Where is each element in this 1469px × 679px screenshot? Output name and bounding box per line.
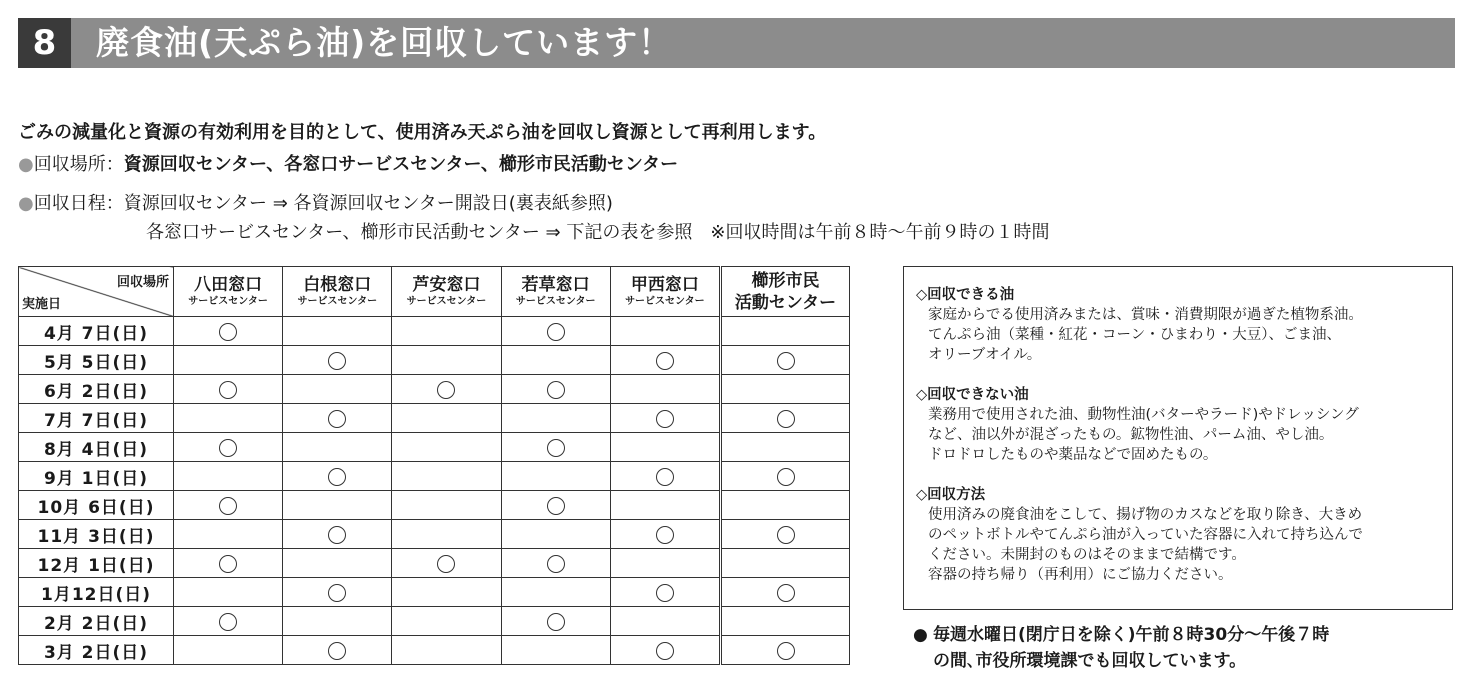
note-line-2: の間､市役所環境課でも回収しています。 [933, 651, 1247, 671]
schedule-cell [283, 549, 392, 578]
schedule-cell [283, 607, 392, 636]
schedule-cell [610, 404, 719, 433]
collection-schedule-table [18, 266, 720, 665]
schedule-cell [722, 346, 850, 375]
circle-mark-icon [656, 642, 674, 660]
circle-mark-icon [219, 497, 237, 515]
schedule-cell [174, 462, 283, 491]
schedule-cell [610, 607, 719, 636]
schedule-cell [610, 375, 719, 404]
table-row [19, 433, 720, 462]
table-row [19, 491, 720, 520]
date-cell: 4月 7日(日) [19, 317, 174, 346]
collection-method-section [916, 485, 1363, 585]
table-row [19, 607, 720, 636]
date-cell: 5月 5日(日) [19, 346, 174, 375]
intro-text: ごみの減量化と資源の有効利用を目的として、使用済み天ぷら油を回収し資源として再利用します。 [18, 122, 827, 143]
circle-mark-icon [656, 410, 674, 428]
table-row [19, 578, 720, 607]
table-row [19, 549, 720, 578]
circle-mark-icon [777, 468, 795, 486]
schedule-cell [722, 636, 850, 665]
schedule-cell [392, 433, 501, 462]
schedule-cell [722, 607, 850, 636]
schedule-cell [610, 317, 719, 346]
circle-mark-icon [437, 381, 455, 399]
date-cell: 11月 3日(日) [19, 520, 174, 549]
schedule-cell [610, 520, 719, 549]
schedule-cell [392, 404, 501, 433]
schedule-cell [610, 549, 719, 578]
circle-mark-icon [656, 352, 674, 370]
schedule-cell [283, 404, 392, 433]
schedule-cell [501, 317, 610, 346]
section-line: など、油以外が混ざったもの。鉱物性油、パーム油、やし油。 [928, 427, 1334, 443]
section-title: ◇回収方法 [916, 487, 986, 503]
circle-mark-icon [547, 555, 565, 573]
schedule-cell [392, 317, 501, 346]
column-header-hatta: 八田窓口 サービスセンター [174, 267, 283, 317]
schedule-cell [174, 578, 283, 607]
schedule-cell [283, 520, 392, 549]
circle-mark-icon [328, 584, 346, 602]
circle-mark-icon [777, 526, 795, 544]
schedule-cell [392, 491, 501, 520]
schedule-cell [283, 636, 392, 665]
schedule-cell [174, 375, 283, 404]
section-number: 8 [18, 18, 71, 68]
table-row [19, 346, 720, 375]
circle-mark-icon [219, 555, 237, 573]
bullet-icon: ● [18, 193, 34, 214]
date-cell: 9月 1日(日) [19, 462, 174, 491]
schedule-cell [722, 578, 850, 607]
column-header-kushigata: 櫛形市民 活動センター [722, 267, 850, 317]
section-line: てんぷら油（菜種・紅花・コーン・ひまわり・大豆）、ごま油、 [928, 327, 1341, 343]
section-title: ◇回収できない油 [916, 387, 1029, 403]
schedule-cell [392, 462, 501, 491]
section-line: 容器の持ち帰り（再利用）にご協力ください。 [928, 567, 1233, 583]
schedule-cell [501, 375, 610, 404]
schedule-cell [722, 433, 850, 462]
table-row [722, 404, 850, 433]
schedule-cell [283, 462, 392, 491]
table-row [722, 578, 850, 607]
schedule-cell [174, 317, 283, 346]
schedule-cell [392, 549, 501, 578]
wednesday-collection-note [913, 622, 1329, 674]
schedule-cell [174, 636, 283, 665]
schedule-cell [610, 491, 719, 520]
bullet-icon: ● [913, 625, 928, 645]
schedule-cell [501, 346, 610, 375]
date-cell: 12月 1日(日) [19, 549, 174, 578]
schedule-line-2: 各窓口サービスセンター、櫛形市民活動センター ⇒ 下記の表を参照 ※回収時間は午前８時～午前９時の１時間 [146, 222, 1050, 243]
schedule-cell [174, 520, 283, 549]
collection-schedule [18, 189, 613, 215]
section-line: ください。未開封のものはそのままで結構です。 [928, 547, 1246, 563]
circle-mark-icon [656, 584, 674, 602]
schedule-cell [722, 520, 850, 549]
schedule-cell [722, 317, 850, 346]
circle-mark-icon [656, 526, 674, 544]
table-row [19, 636, 720, 665]
schedule-cell [174, 433, 283, 462]
section-line: オリーブオイル。 [928, 347, 1042, 363]
location-value: 資源回収センター、各窓口サービスセンター、櫛形市民活動センター [123, 154, 679, 175]
schedule-cell [283, 433, 392, 462]
date-cell: 3月 2日(日) [19, 636, 174, 665]
column-header-wakakusa: 若草窓口 サービスセンター [501, 267, 610, 317]
schedule-cell [392, 607, 501, 636]
section-line: ドロドロしたものや薬品などで固めたもの。 [928, 447, 1218, 463]
table-row [722, 462, 850, 491]
schedule-cell [283, 578, 392, 607]
schedule-cell [501, 578, 610, 607]
note-line-1: 毎週水曜日(閉庁日を除く)午前８時30分～午後７時 [933, 625, 1330, 645]
date-cell: 8月 4日(日) [19, 433, 174, 462]
circle-mark-icon [328, 410, 346, 428]
schedule-cell [722, 375, 850, 404]
schedule-cell [283, 375, 392, 404]
date-cell: 10月 6日(日) [19, 491, 174, 520]
table-row [722, 317, 850, 346]
circle-mark-icon [547, 497, 565, 515]
circle-mark-icon [777, 352, 795, 370]
circle-mark-icon [219, 439, 237, 457]
schedule-cell [610, 433, 719, 462]
table-corner-header [19, 267, 174, 317]
table-row [722, 375, 850, 404]
table-row [722, 491, 850, 520]
schedule-cell [722, 491, 850, 520]
circle-mark-icon [328, 642, 346, 660]
schedule-cell [610, 346, 719, 375]
table-row [722, 549, 850, 578]
schedule-cell [610, 578, 719, 607]
schedule-cell [501, 549, 610, 578]
schedule-cell [722, 462, 850, 491]
schedule-cell [501, 491, 610, 520]
schedule-cell [392, 520, 501, 549]
section-line: 業務用で使用された油、動物性油(バターやラード)やドレッシング [928, 407, 1359, 423]
schedule-cell [283, 491, 392, 520]
table-row [19, 462, 720, 491]
schedule-cell [501, 607, 610, 636]
table-row [19, 520, 720, 549]
page-title: 廃食油(天ぷら油)を回収しています！ [96, 23, 673, 62]
schedule-cell [174, 346, 283, 375]
circle-mark-icon [328, 468, 346, 486]
schedule-cell [174, 549, 283, 578]
date-cell: 1月12日(日) [19, 578, 174, 607]
circle-mark-icon [777, 642, 795, 660]
schedule-cell [392, 346, 501, 375]
schedule-cell [174, 491, 283, 520]
table-row [722, 433, 850, 462]
section-line: 家庭からでる使用済みまたは、賞味・消費期限が過ぎた植物系油。 [928, 307, 1363, 323]
bullet-icon: ● [18, 154, 34, 175]
circle-mark-icon [777, 584, 795, 602]
location-label: 回収場所： [33, 154, 124, 175]
corner-location-label: 回収場所 [116, 275, 169, 290]
section-title: ◇回収できる油 [916, 287, 1015, 303]
circle-mark-icon [547, 323, 565, 341]
info-box [903, 266, 1453, 610]
table-row [722, 346, 850, 375]
acceptable-oil-section [916, 285, 1363, 365]
collection-location [18, 150, 678, 176]
column-header-shirane: 白根窓口 サービスセンター [283, 267, 392, 317]
table-row [722, 607, 850, 636]
circle-mark-icon [547, 613, 565, 631]
circle-mark-icon [437, 555, 455, 573]
date-cell: 2月 2日(日) [19, 607, 174, 636]
circle-mark-icon [219, 381, 237, 399]
kushigata-schedule-table [721, 266, 850, 665]
schedule-cell [722, 404, 850, 433]
schedule-cell [283, 317, 392, 346]
circle-mark-icon [656, 468, 674, 486]
schedule-cell [174, 607, 283, 636]
circle-mark-icon [547, 439, 565, 457]
table-row [722, 520, 850, 549]
table-row [19, 375, 720, 404]
schedule-cell [722, 549, 850, 578]
schedule-cell [392, 375, 501, 404]
schedule-cell [174, 404, 283, 433]
circle-mark-icon [777, 410, 795, 428]
schedule-line-1: 資源回収センター ⇒ 各資源回収センター開設日(裏表紙参照) [123, 193, 613, 214]
schedule-cell [610, 462, 719, 491]
circle-mark-icon [219, 323, 237, 341]
circle-mark-icon [219, 613, 237, 631]
section-header [18, 18, 1455, 68]
schedule-cell [392, 636, 501, 665]
unacceptable-oil-section [916, 385, 1359, 465]
schedule-cell [501, 433, 610, 462]
schedule-cell [501, 404, 610, 433]
schedule-cell [501, 636, 610, 665]
column-header-kosai: 甲西窓口 サービスセンター [610, 267, 719, 317]
circle-mark-icon [547, 381, 565, 399]
table-row [722, 636, 850, 665]
schedule-cell [501, 462, 610, 491]
table-row [19, 404, 720, 433]
column-header-ashiyasu: 芦安窓口 サービスセンター [392, 267, 501, 317]
circle-mark-icon [328, 352, 346, 370]
schedule-cell [501, 520, 610, 549]
schedule-cell [283, 346, 392, 375]
schedule-cell [610, 636, 719, 665]
section-line: 使用済みの廃食油をこして、揚げ物のカスなどを取り除き、大きめ [928, 507, 1363, 523]
circle-mark-icon [328, 526, 346, 544]
schedule-cell [392, 578, 501, 607]
date-cell: 7月 7日(日) [19, 404, 174, 433]
table-row [19, 317, 720, 346]
schedule-label: 回収日程： [33, 193, 124, 214]
corner-date-label: 実施日 [22, 297, 62, 312]
date-cell: 6月 2日(日) [19, 375, 174, 404]
section-line: のペットボトルやてんぷら油が入っていた容器に入れて持ち込んで [928, 527, 1363, 543]
